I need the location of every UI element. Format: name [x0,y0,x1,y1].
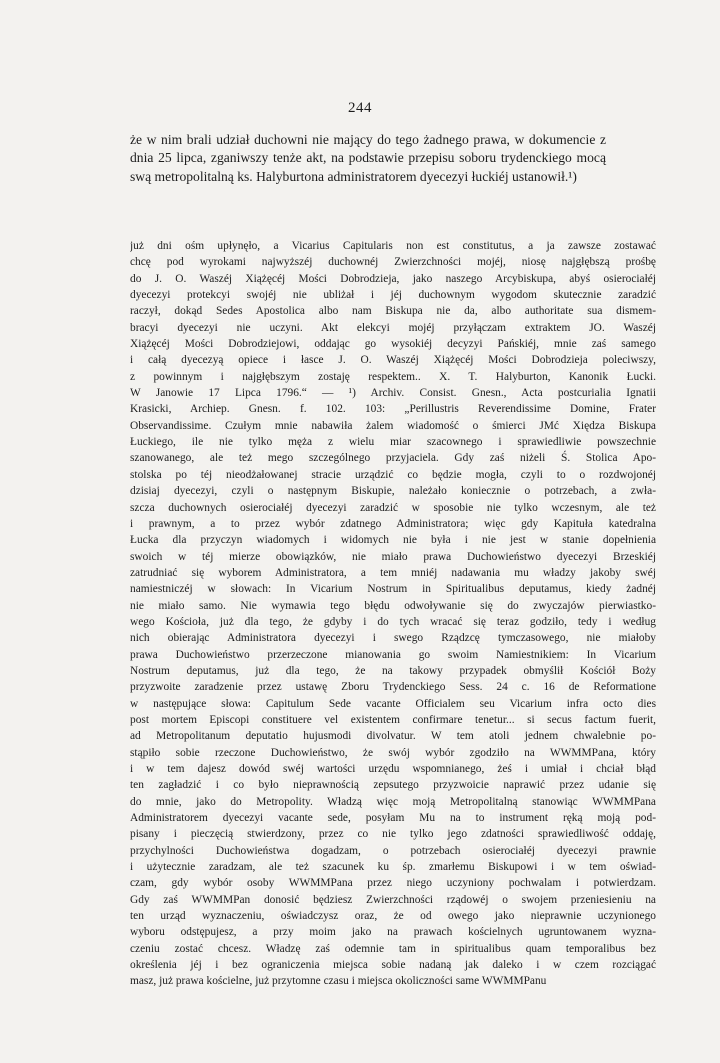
footnote-line: stolska po téj nieodżałowanej stracie urządzić co będzie mogła, czyli to o rozdwojonéj [130,468,656,481]
footnote-line: Łucka dla przyczyn wiadomych i widomych nie była i nie jest w stanie dopełnienia [130,534,656,547]
page-number: 244 [348,100,372,116]
footnote-line: dyecezyi protekcyi swojéj nie ubliżał i jéj duchownym wygodom skutecznie zaradzić [130,289,656,302]
footnote-line: swoich w téj mierze obowiązków, nie miało prawa Duchowieństwo dyecezyi Brzeskiéj [130,550,656,563]
footnote-line: stąpiło sobie rzeczone Duchowieństwo, że swój wybór zgodziło na WWMMPana, który [130,746,656,759]
footnote-line: Krasicki, Archiep. Gnesn. f. 102. 103: „Perillustris Reverendissime Domine, Frater [130,403,656,416]
footnote-line: bracyi dyecezyi nie uczyni. Akt elekcyi mojéj przyłączam extraktem JO. Waszéj [130,321,656,334]
footnote-line: Nostrum deputamus, już dla tego, że na takowy przypadek obmyślił Kościół Boży [130,664,656,677]
footnote-line: ten zagładzić i co było nieprawnością zepsutego przyzwoicie naprawić przez udanie się [130,779,656,792]
footnote-block [130,238,656,990]
footnote-line: ten urząd wyznaczeniu, oświadczysz oraz, że od owego jako nieprawnie uczynionego [130,910,656,923]
footnote-line: masz, już prawa kościelne, już przytomne czasu i miejsca okoliczności same WWMMPanu [130,975,547,988]
footnote-line: przyzwoite zaradzenie przez ustawę Zboru Trydenckiego Sess. 24 c. 16 de Reformatione [130,681,656,694]
footnote-line: do J. O. Waszéj Xiążęcéj Mości Dobrodzieja, jako naszego Arcybiskupa, abyś osierociałéj [130,272,656,285]
footnote-line: Gdy zaś WWMMPan donosić będziesz Zwierzchności rządowéj o swojem przeniesieniu na [130,893,656,906]
footnote-line: raczył, dokąd Sedes Apostolica albo nam Biskupa nie da, albo authoritate sua dismem- [130,305,656,318]
footnote-line: chcę pod wyrokami najwyższéj duchownéj Zwierzchności mojéj, niosę najgłębszą prośbę [130,256,656,269]
footnote-line: nie miało samo. Nie wymawia tego błędu odwoływanie się do zwyczajów pierwiastko- [130,599,656,612]
footnote-line: do mnie, jako do Metropolity. Władzą więc moją Metropolitalną stanowiąc WWMMPana [130,795,656,808]
footnote-line: w następujące słowa: Capitulum Sede vacante Officialem seu Vicarium infra octo dies [130,697,656,710]
footnote-line: określenia jéj i bez ograniczenia miejsca sobie nadaną jak daleko i w czem rozciągać [130,959,656,972]
footnote-line: post mortem Episcopi constituere vel existentem confirmare tenetur... si secus factum fuerit, [130,713,656,726]
footnote-line: W Janowie 17 Lipca 1796.“ — ¹) Archiv. Consist. Gnesn., Acta postcurialia Ignatii [130,387,656,400]
footnote-line: i całą dyecezyą opiece i łasce J. O. Waszéj Xiążęcéj Mości Dobrodzieja poleciwszy, [130,354,656,367]
footnote-line: szcza duchownych osierociałéj dyecezyi zaradzić w sposobie nie tylko wczesnym, ale też [130,501,656,514]
footnote-line: Xiążęcéj Mości Dobrodziejowi, oddając go wysokiéj decyzyi Pańskiéj, mnie zaś samego [130,338,656,351]
footnote-line: z powinnym i najgłębszym zostaję respektem.. X. T. Halyburton, Kanonik Łucki. [130,370,656,383]
footnote-line: szanowanego, ale też mego szczególnego przyjaciela. Gdy zaś niżeli Ś. Stolica Apo- [130,452,656,465]
footnote-line: nich obierając Administratora dyecezyi i swego Rządzcę tymczasowego, nie miałoby [130,632,656,645]
footnote-line: przychylności Duchowieństwa dogadzam, o potrzebach osierociałéj dyecezyi prawnie [130,844,656,857]
footnote-line: pisany i pieczęcią stwierdzony, przez co nie tylko jego zdatności sprawiedliwość oddaję, [130,828,656,841]
footnote-line: czam, gdy wybór osoby WWMMPana przez niego uczyniony pochwalam i potwierdzam. [130,877,656,890]
footnote-line: Administratorem dyecezyi vacante sede, posyłam Mu na to instrument ręką moją pod- [130,812,656,825]
footnote-line: namiestniczéj w słowach: In Vicarium Nostrum in Spiritualibus deputamus, kiedy żadnéj [130,583,656,596]
footnote-line: prawa Duchowieństwo przerzeczone mianowania go swoim Namiestnikiem: In Vicarium [130,648,656,661]
footnote-line: i w tem dajesz dowód swéj wartości urzędu wspomnianego, żeś i umiał i chciał błąd [130,763,656,775]
footnote-line: już dni ośm upłynęło, a Vicarius Capitularis non est constitutus, a ja zawsze zostawać [130,240,656,252]
footnote-line: wyboru odstępujesz, a przy moim jako na prawach kościelnych ugruntowanem wyzna- [130,926,656,939]
main-paragraph: że w nim brali udział duchowni nie mający do tego żadnego prawa, w dokumencie z dnia 25 lipca, zganiwszy tenże akt, na podstawie przepisu soboru trydenckiego mocą swą metropolitalną ks. Halyburtona administratorem dyecezyi łuckiéj ustanowił.¹) [130,132,606,184]
footnote-line: Łuckiego, ile nie tylko męża z wielu miar szacownego i sprawiedliwie powszechnie [130,436,656,449]
footnote-line: czeniu zostać chcesz. Władzę zaś odemnie tam in spiritualibus quam temporalibus bez [130,942,656,955]
footnote-line: i prawnym, a to przez wybór zdatnego Administratora; więc gdy Kapituła katedralna [130,517,656,530]
footnote-line: i użytecznie zaradzam, ale też szacunek ku śp. zmarłemu Biskupowi i w tem oświad- [130,861,656,874]
footnote-line: dzisiaj dyecezyi, czyli o następnym Biskupie, należało koniecznie o potrzebach, a zwła- [130,485,656,498]
footnote-line: wego Kościoła, już dla tego, że gdyby i do tych wracać się teraz godziło, tedy i według [130,615,656,628]
footnote-line: ad Metropolitanum deputatio hujusmodi divolvatur. W tem atoli jednem chwalebnie po- [130,730,656,743]
footnote-line: Observandissime. Czułym mnie nabawiła żalem wiadomość o śmierci JMć Xiędza Biskupa [130,419,656,432]
footnote-line: zatrudniać się wyborem Administratora, a tem mniéj nadawania mu władzy jakoby swéj [130,566,656,579]
